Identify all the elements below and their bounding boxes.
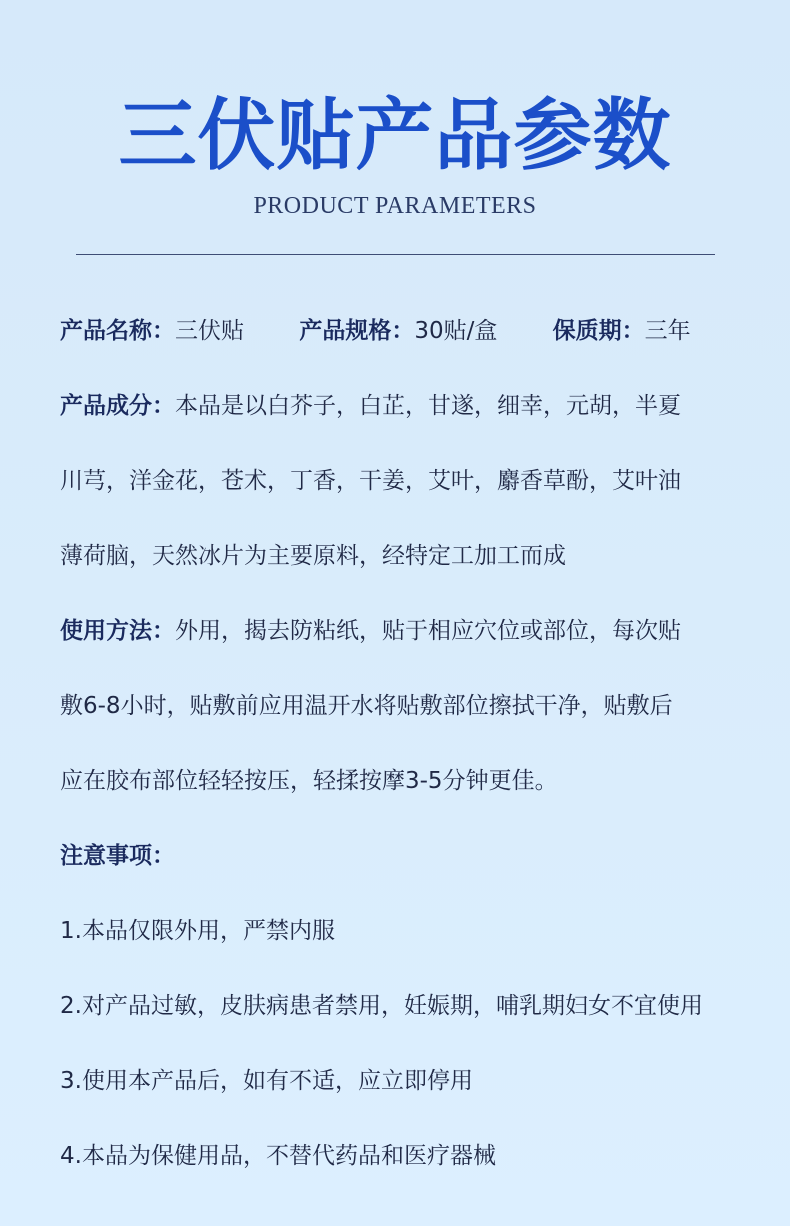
ingredients-text-1: 本品是以白芥子，白芷，甘遂，细幸，元胡，半夏: [175, 393, 681, 419]
product-name-field: [60, 294, 244, 369]
shelf-life-label: 保质期：: [552, 318, 645, 344]
notes-label: 注意事项：: [60, 843, 175, 869]
product-size-label: 产品规格：: [299, 318, 415, 344]
note-item: 3.使用本产品后，如有不适，应立即停用: [60, 1068, 473, 1094]
note-item: 1.本品仅限外用，严禁内服: [60, 918, 335, 944]
page-title: 三伏贴产品参数: [118, 91, 672, 181]
usage-line-2: 敷6-8小时，贴敷前应用温开水将贴敷部位擦拭干净，贴敷后: [60, 693, 673, 719]
header-divider: [76, 254, 715, 255]
usage-line-3: 应在胶布部位轻轻按压，轻揉按摩3-5分钟更佳。: [60, 768, 558, 794]
spec-row: [60, 294, 760, 369]
product-size-field: [299, 294, 497, 369]
product-name-label: 产品名称：: [60, 318, 175, 344]
usage-line-1: [60, 594, 760, 669]
product-name-value: 三伏贴: [175, 318, 244, 344]
shelf-life-field: [553, 294, 691, 369]
page-subtitle: PRODUCT PARAMETERS: [253, 193, 537, 219]
usage-text-1: 外用，揭去防粘纸，贴于相应穴位或部位，每次贴: [175, 618, 681, 644]
notes-heading: [60, 819, 760, 894]
usage-label: 使用方法：: [60, 618, 175, 644]
product-size-value: 30贴/盒: [414, 318, 498, 344]
note-item: 2.对产品过敏，皮肤病患者禁用，妊娠期，哺乳期妇女不宜使用: [60, 993, 703, 1019]
ingredients-line-2: 川芎，洋金花，苍术，丁香，干姜，艾叶，麝香草酚，艾叶油: [60, 468, 681, 494]
ingredients-line-3: 薄荷脑，天然冰片为主要原料，经特定工加工而成: [60, 543, 566, 569]
shelf-life-value: 三年: [644, 318, 691, 344]
note-item: 4.本品为保健用品，不替代药品和医疗器械: [60, 1143, 496, 1169]
ingredients-label: 产品成分：: [60, 393, 175, 419]
ingredients-line-1: [60, 369, 760, 444]
parameter-list: [60, 294, 760, 1194]
